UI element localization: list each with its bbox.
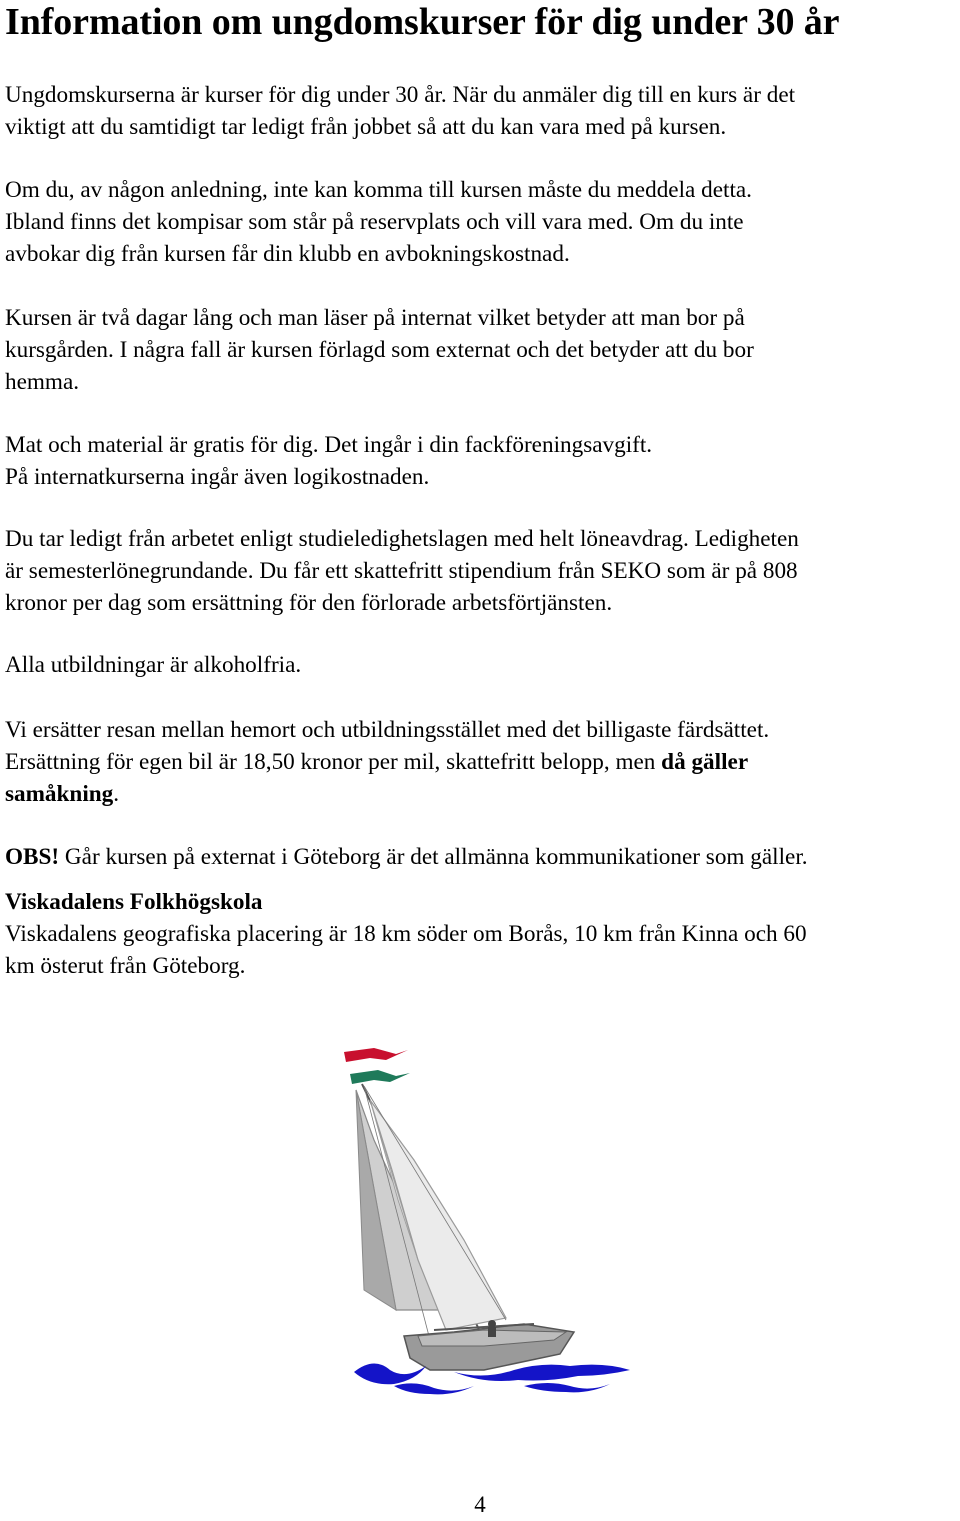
sailor-body <box>488 1327 496 1337</box>
paragraph-leave-stipend <box>5 523 799 619</box>
sailor-head <box>488 1320 496 1328</box>
water-splash-icon <box>354 1363 426 1384</box>
bold-text: samåkning <box>5 781 114 807</box>
text-line: Ungdomskurserna är kurser för dig under 30 år. När du anmäler dig till en kurs är det <box>5 82 796 108</box>
text-line: hemma. <box>5 369 80 395</box>
water-splash-icon <box>394 1383 474 1394</box>
text-line: avbokar dig från kursen får din klubb en avbokningskostnad. <box>5 241 570 267</box>
text-line: viktigt att du samtidigt tar ledigt från jobbet så att du kan vara med på kursen. <box>5 114 727 140</box>
text-line: är semesterlönegrundande. Du får ett skattefritt stipendium från SEKO som är på 808 <box>5 558 798 584</box>
text-line: På internatkurserna ingår även logikostnaden. <box>5 464 430 490</box>
text-segment: Går kursen på externat i Göteborg är det allmänna kommunikationer som gäller. <box>59 844 808 870</box>
school-heading: Viskadalens Folkhögskola <box>5 889 263 915</box>
text-line: Viskadalens geografiska placering är 18 km söder om Borås, 10 km från Kinna och 60 <box>5 921 807 947</box>
paragraph-intro <box>5 79 795 143</box>
text-segment: . <box>113 781 120 807</box>
text-line: Om du, av någon anledning, inte kan komma till kursen måste du meddela detta. <box>5 177 752 203</box>
paragraph-travel <box>5 714 769 810</box>
text-line: Ibland finns det kompisar som står på reservplats och vill vara med. Om du inte <box>5 209 744 235</box>
text-line <box>5 778 769 810</box>
paragraph-food-material <box>5 429 652 493</box>
red-pennant-icon <box>344 1048 408 1062</box>
paragraph-cancellation <box>5 174 752 270</box>
text-line <box>5 746 769 778</box>
page-number: 4 <box>474 1492 486 1517</box>
sailboat-illustration <box>334 1040 634 1396</box>
text-line: km österut från Göteborg. <box>5 953 246 979</box>
page-title: Information om ungdomskurser för dig under 30 år <box>5 1 840 43</box>
text-line: kronor per dag som ersättning för den förlorade arbetsförtjänsten. <box>5 590 613 616</box>
text-line: Vi ersätter resan mellan hemort och utbildningsstället med det billigaste färdsättet. <box>5 717 770 743</box>
paragraph-alcohol-free: Alla utbildningar är alkoholfria. <box>5 652 302 678</box>
text-line: kursgården. I några fall är kursen förlagd som externat och det betyder att du bor <box>5 337 754 363</box>
water-splash-icon <box>524 1383 610 1392</box>
paragraph-course-length <box>5 302 754 398</box>
text-line: Mat och material är gratis för dig. Det ingår i din fackföreningsavgift. <box>5 432 653 458</box>
obs-label: OBS! <box>5 844 60 870</box>
document-page <box>5 0 957 979</box>
paragraph-obs <box>5 841 808 873</box>
bold-text: då gäller <box>661 749 749 775</box>
green-pennant-icon <box>350 1070 410 1084</box>
text-line: Kursen är två dagar lång och man läser på internat vilket betyder att man bor på <box>5 305 745 331</box>
text-segment: Ersättning för egen bil är 18,50 kronor per mil, skattefritt belopp, men <box>5 749 662 775</box>
text-line <box>5 841 808 873</box>
text-line: Du tar ledigt från arbetet enligt studieledighetslagen med helt löneavdrag. Ledigheten <box>5 526 799 552</box>
paragraph-school <box>5 886 807 982</box>
